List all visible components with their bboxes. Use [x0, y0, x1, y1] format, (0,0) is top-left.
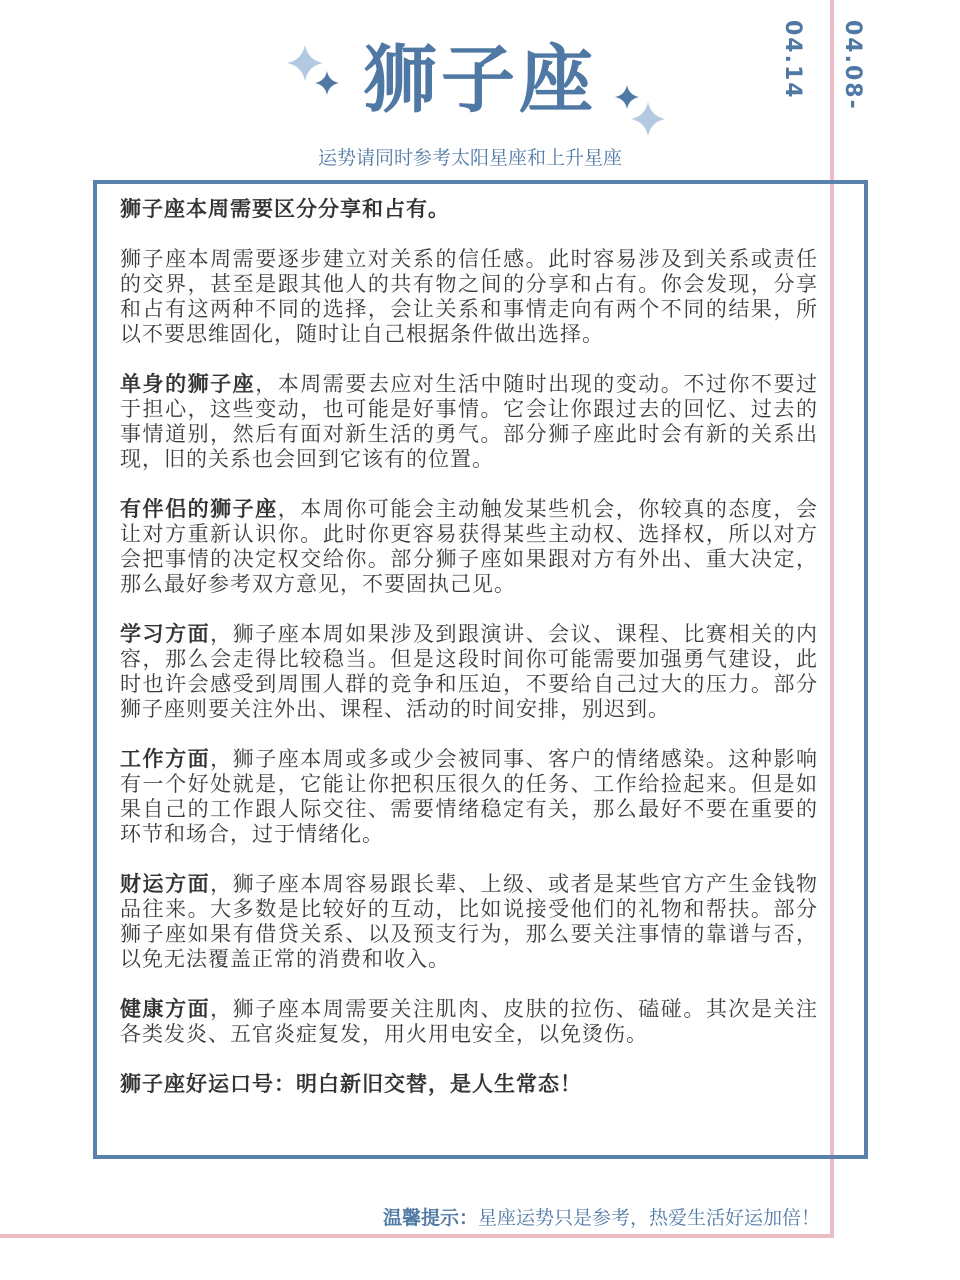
- slogan: [120, 1072, 818, 1097]
- section-label: 学习方面: [120, 622, 211, 646]
- section-label: 工作方面: [120, 747, 211, 771]
- page-subtitle: 运势请同时参考太阳星座和上升星座: [317, 147, 622, 169]
- section-single: [120, 372, 818, 472]
- section-text: ，狮子座本周如果涉及到跟演讲、会议、课程、比赛相关的内容，那么会走得比较稳当。但是这段时间你可能需要加强勇气建设，此时也许会感受到周围人群的竞争和压迫，不要给自己过大的压力。部分狮子座则要关注外出、课程、活动的时间安排，别迟到。: [120, 622, 819, 721]
- page-title: 狮子座: [363, 37, 597, 123]
- section-text: ，狮子座本周需要关注肌肉、皮肤的拉伤、磕碰。其次是关注各类发炎、五官炎症复发，用火用电安全，以免烫伤。: [120, 997, 819, 1046]
- section-label: 单身的狮子座: [120, 372, 256, 396]
- intro-paragraph: 狮子座本周需要逐步建立对关系的信任感。此时容易涉及到关系或责任的交界，甚至是跟其他人的共有物之间的分享和占有。你会发现，分享和占有这两种不同的选择，会让关系和事情走向有两个不同的结果，所以不要思维固化，随时让自己根据条件做出选择。: [120, 247, 818, 346]
- headline-text: 狮子座本周需要区分分享和占有。: [120, 197, 450, 221]
- section-label: 健康方面: [120, 997, 211, 1021]
- slogan-text: 狮子座好运口号：明白新旧交替，是人生常态！: [120, 1072, 582, 1096]
- section-text: ，狮子座本周容易跟长辈、上级、或者是某些官方产生金钱物品往来。大多数是比较好的互动，比如说接受他们的礼物和帮扶。部分狮子座如果有借贷关系、以及预支行为，那么要关注事情的靠谱与否，以免无法覆盖正常的消费和收入。: [120, 872, 819, 971]
- section-text: ，本周需要去应对生活中随时出现的变动。不过你不要过于担心，这些变动，也可能是好事情。它会让你跟过去的回忆、过去的事情道别，然后有面对新生活的勇气。部分狮子座此时会有新的关系出现，旧的关系也会回到它该有的位置。: [120, 372, 819, 471]
- headline: [120, 197, 818, 222]
- footer-tip: [340, 1203, 820, 1233]
- pink-horizontal-line: [0, 1234, 834, 1238]
- section-wealth: [120, 872, 818, 972]
- section-partnered: [120, 497, 818, 597]
- horoscope-content: [120, 197, 818, 1122]
- sparkle-icon-large-right: [630, 101, 666, 137]
- section-work: [120, 747, 818, 847]
- tip-text: 星座运势只是参考，热爱生活好运加倍！: [477, 1207, 820, 1229]
- section-text: ，本周你可能会主动触发某些机会，你较真的态度，会让对方重新认识你。此时你更容易获得某些主动权、选择权，所以对方会把事情的决定权交给你。部分狮子座如果跟对方有外出、重大决定，那么最好参考双方意见，不要固执己见。: [120, 497, 818, 596]
- tip-label: 温馨提示：: [382, 1207, 478, 1229]
- section-health: [120, 997, 818, 1047]
- section-label: 财运方面: [120, 872, 211, 896]
- section-study: [120, 622, 818, 722]
- section-text: ，狮子座本周或多或少会被同事、客户的情绪感染。这种影响有一个好处就是，它能让你把积压很久的任务、工作给捡起来。但是如果自己的工作跟人际交往、需要情绪稳定有关，那么最好不要在重要的环节和场合，过于情绪化。: [120, 747, 819, 846]
- date-range: 04.08-04.14: [780, 20, 865, 111]
- section-label: 有伴侣的狮子座: [120, 497, 278, 521]
